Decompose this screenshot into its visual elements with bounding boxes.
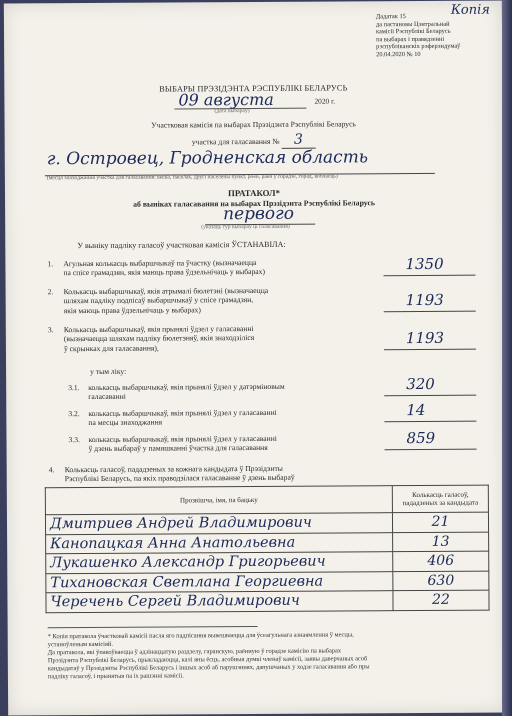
round-handwritten: первого	[223, 203, 295, 225]
candidate-name: Лукашенко Александр Григорьевич	[46, 552, 393, 574]
footnote-line: падліку галасоў, і прынятыя па іх рашэнні камісіі.	[47, 672, 184, 681]
appendix-line: да пастановы Цэнтральнай	[375, 20, 450, 28]
item-text-line: па спісе грамадзян, якія маюць права ўдзельнічаць у выбарах)	[63, 267, 266, 278]
commission-line: Участковая камісія па выбарах Прэзідэнта Рэспублікі Беларусь	[151, 119, 356, 130]
candidate-name: Дмитриев Андрей Владимирович	[45, 513, 392, 535]
table-row	[46, 590, 489, 612]
item-text	[65, 464, 295, 484]
location-handwritten: г. Островец, Гродненская область	[46, 147, 369, 170]
appendix-line: камісіі Рэспублікі Беларусь	[375, 27, 451, 36]
subitem-value-field	[384, 374, 476, 397]
subitem-text-line: колькасць выбаршчыкаў, якія прынялі ўдзел у галасаванні	[88, 407, 277, 419]
election-title: ВЫБАРЫ ПРЭЗІДЭНТА РЭСПУБЛІКІ БЕЛАРУСЬ	[159, 83, 348, 94]
subitem-value: 14	[406, 400, 426, 420]
subitem-number: 3.2.	[68, 409, 80, 419]
round-note: (указаць тур выбараў ці галасавання)	[201, 223, 290, 231]
subitem-value-field	[384, 400, 476, 423]
footnote-line: кандыдатаў у Прэзідэнты Рэспублікі Беларусь і іншых асоб аб парушэннях, дапушчаных у ходзе галасавання або пры	[47, 663, 370, 673]
subitem-text	[88, 434, 277, 454]
item-value-field	[384, 290, 476, 313]
item-value-field	[383, 254, 475, 277]
candidate-name: Черечень Сергей Владимирович	[46, 591, 393, 613]
item-text	[64, 324, 255, 353]
footnote-line: * Копія пратакола ўчастковай камісіі пасля яго падпісання вывешваецца для ўсеагульнага азнаямлення ў месцы,	[47, 631, 354, 641]
subitem-text-line: галасаванні	[88, 392, 126, 402]
table-header-row	[45, 485, 488, 515]
footnote-line: Да пратакола, які ўпакоўваецца ў адзінаццатую раздзелу, гаранскую, раённую ў горадзе камісію па выбарах	[47, 647, 342, 657]
item-text	[64, 286, 269, 315]
round-field	[205, 203, 315, 226]
date-year: 2020 г.	[314, 96, 336, 106]
item-text-line: (вызначаецца шляхам падліку бюлетэняў, якія знаходзіліся	[63, 333, 255, 344]
subitem-text-line: ў дзень выбараў у памяшканні ўчастка для галасавання	[88, 443, 268, 454]
appendix-line: па выбарах і правядзенні	[376, 35, 445, 44]
item-text-line: Колькасць выбаршчыкаў, якія прынялі ўдзел у галасаванні	[63, 324, 254, 335]
item-text	[63, 258, 265, 278]
table-row	[45, 512, 488, 534]
subitem-value: 320	[406, 374, 435, 394]
candidate-votes: 22	[393, 590, 489, 610]
candidates-table	[45, 485, 490, 613]
copy-mark: Копія	[450, 2, 490, 18]
footnote-line: Прэзідэнта Рэспублікі Беларусь, прыкладаюцца, калі яны ёсць, асобныя думкі членаў камісіі, заявы даверчаных асоб	[47, 655, 368, 665]
subitem-text-line: колькасць выбаршчыкаў, якія прынялі ўдзел у галасаванні	[88, 433, 277, 445]
subitem-text-line: па месцы знаходжання	[88, 417, 163, 428]
item-value-field	[384, 328, 476, 351]
protocol-subtitle: аб выніках галасавання на выбарах Прэзідэнта Рэспублікі Беларусь	[133, 198, 376, 209]
protocol-title: ПРАТАКОЛ*	[227, 187, 281, 199]
subitem-text	[88, 382, 285, 402]
protocol-sheet	[4, 0, 506, 715]
item-text-line: шляхам падліку подпісаў выбаршчыкаў у спісе грамадзян,	[63, 295, 254, 306]
subitem-value: 859	[406, 428, 436, 448]
candidate-votes: 630	[393, 571, 489, 591]
date-handwritten: 09 августа	[178, 89, 274, 110]
item-text-line: Рэспублікі Беларусь, па якіх праводзілася галасаванне ў дзень выбараў	[64, 473, 295, 484]
footnote	[48, 631, 488, 682]
precinct-prefix: участка для галасавання №	[191, 136, 280, 147]
subitem-text-line: колькасць выбаршчыкаў, якія прынялі ўдзел у датэрміновым	[88, 381, 285, 393]
background-edge	[502, 0, 512, 716]
candidate-votes: 21	[392, 512, 488, 532]
item-text-line: ў скрынках для галасавання),	[63, 343, 159, 353]
precinct-number: 3	[281, 132, 315, 149]
subitem-number: 3.1.	[68, 383, 80, 393]
appendix-line: рэспубліканскіх рэферэндумаў	[376, 43, 461, 51]
subitem-text	[88, 408, 277, 428]
appendix-line: 20.04.2020 № 10	[376, 50, 421, 59]
in-that-number: у тым ліку:	[90, 366, 127, 377]
table-row	[46, 551, 489, 573]
appendix-line: Дадатак 15	[375, 13, 406, 21]
table-row	[46, 532, 489, 554]
item-value: 1350	[405, 254, 444, 274]
item-text-line: Колькасць галасоў, пададзеных за кожнага кандыдата ў Прэзідэнты	[64, 463, 283, 475]
candidate-name: Канопацкая Анна Анатольевна	[46, 532, 393, 554]
table-row	[46, 571, 489, 593]
item-text-line: Колькасць выбаршчыкаў, якія атрымалі бюлетэні (вызначаецца	[63, 285, 269, 297]
item-number: 3.	[47, 325, 54, 335]
item-text-line: Агульная колькасць выбаршчыкаў па ўчастку (вызначаецца	[63, 257, 257, 269]
item-number: 2.	[47, 287, 54, 297]
location-note: (месца знаходжання участка для галасавання: вёска, пасёлак, другі населены пункт, роён, раён у горадзе, горад, вобласць)	[46, 173, 338, 182]
subitem-number: 3.3.	[68, 435, 80, 445]
item-number: 4.	[48, 465, 55, 475]
date-note: (дата выбараў)	[214, 108, 250, 115]
footnote-divider	[48, 626, 258, 628]
candidate-name: Тихановская Светлана Георгиевна	[46, 571, 393, 593]
subitem-value-field	[384, 428, 476, 451]
item-text-line: якія маюць права ўдзельнічаць у выбарах)	[63, 305, 201, 315]
appendix-note	[376, 13, 486, 59]
candidate-votes: 13	[393, 532, 489, 552]
election-date	[174, 89, 354, 115]
footnote-line: устаноўленым камісіяй.	[47, 640, 113, 649]
candidate-votes: 406	[393, 551, 489, 571]
intro-text: У выніку падліку галасоў участковая камісія ЎСТАНАВІЛА:	[77, 239, 286, 251]
column-header-name: Прозвішча, імя, па бацьку	[45, 486, 392, 515]
item-number: 1.	[47, 259, 54, 269]
column-header-votes: Колькасць галасоў, пададзеных за кандыдата	[392, 485, 488, 513]
item-value: 1193	[405, 328, 445, 348]
item-value: 1193	[405, 290, 444, 310]
